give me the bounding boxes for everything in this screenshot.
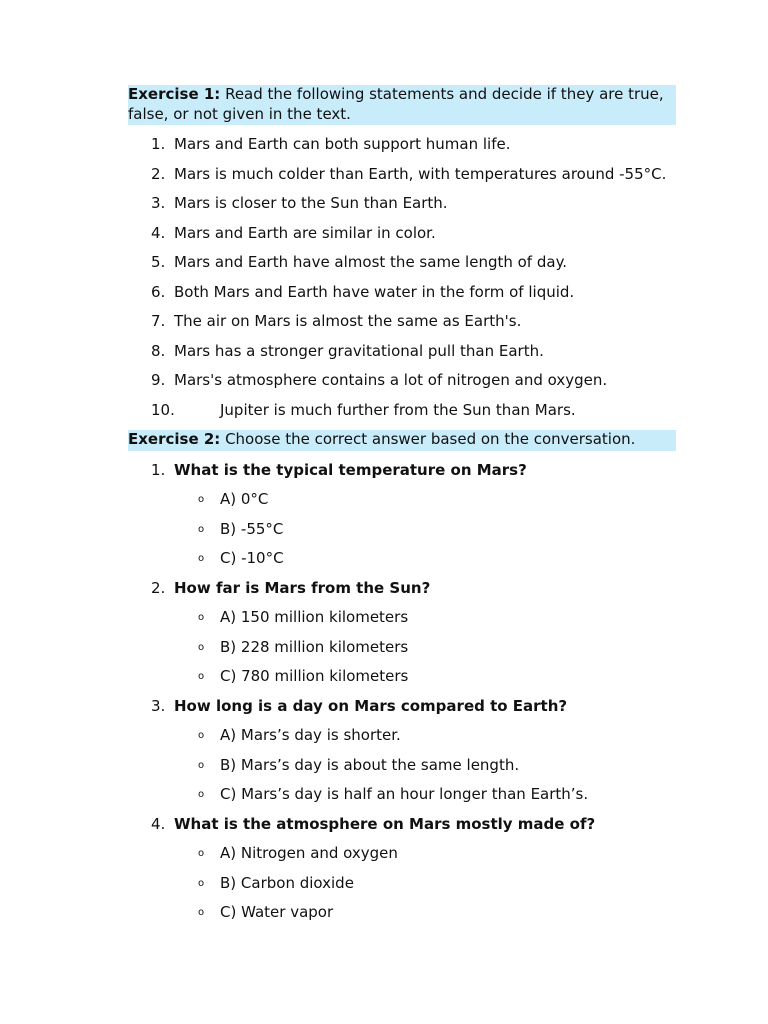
statement-text: Mars has a stronger gravitational pull than Earth. xyxy=(174,341,544,360)
answer-options xyxy=(174,844,676,923)
answer-option xyxy=(174,549,676,569)
question-item xyxy=(128,461,676,569)
statement-text: Both Mars and Earth have water in the form of liquid. xyxy=(174,282,575,301)
option-text: A) Nitrogen and oxygen xyxy=(220,844,398,862)
option-text: A) 0°C xyxy=(220,490,269,508)
statement-item xyxy=(128,135,676,155)
circle-bullet-icon: o xyxy=(198,612,205,623)
statement-number: 9. xyxy=(151,371,166,389)
statement-text: The air on Mars is almost the same as Earth's. xyxy=(174,312,522,330)
question-item xyxy=(128,815,676,923)
option-text: C) Water vapor xyxy=(220,903,334,921)
circle-bullet-icon: o xyxy=(198,907,205,918)
exercise-2-heading xyxy=(128,430,676,451)
circle-bullet-icon: o xyxy=(198,759,205,771)
statement-item xyxy=(128,224,676,244)
question-number: 1. xyxy=(151,460,166,479)
question-number: 4. xyxy=(151,814,166,833)
statement-item xyxy=(128,194,676,214)
statement-text: Mars is much colder than Earth, with temperatures around -55°C. xyxy=(174,164,667,183)
answer-option xyxy=(174,844,676,864)
circle-bullet-icon: o xyxy=(198,641,205,653)
statement-text: Mars and Earth have almost the same length of day. xyxy=(174,253,568,271)
circle-bullet-icon: o xyxy=(198,848,205,859)
circle-bullet-icon: o xyxy=(198,877,205,889)
exercise-1-statements xyxy=(128,135,676,420)
answer-option xyxy=(174,726,676,746)
answer-option xyxy=(174,756,676,776)
answer-option xyxy=(174,608,676,628)
statement-number: 3. xyxy=(151,194,166,212)
circle-bullet-icon: o xyxy=(198,789,205,800)
statement-number: 5. xyxy=(151,253,166,271)
option-text: C) 780 million kilometers xyxy=(220,667,409,685)
circle-bullet-icon: o xyxy=(198,730,205,741)
statement-number: 2. xyxy=(151,164,166,183)
question-text: How long is a day on Mars compared to Earth? xyxy=(174,696,568,715)
statement-text: Mars's atmosphere contains a lot of nitrogen and oxygen. xyxy=(174,371,608,389)
exercise-1-heading xyxy=(128,85,676,125)
option-text: B) Carbon dioxide xyxy=(220,873,354,892)
answer-option xyxy=(174,490,676,510)
option-text: B) -55°C xyxy=(220,519,284,538)
statement-number: 1. xyxy=(151,135,166,153)
worksheet xyxy=(128,85,676,933)
option-text: A) 150 million kilometers xyxy=(220,608,409,626)
statement-text: Mars is closer to the Sun than Earth. xyxy=(174,194,448,212)
circle-bullet-icon: o xyxy=(198,553,205,564)
answer-option xyxy=(174,667,676,687)
question-number: 3. xyxy=(151,696,166,715)
option-text: A) Mars’s day is shorter. xyxy=(220,726,401,744)
option-text: C) Mars’s day is half an hour longer than Earth’s. xyxy=(220,785,589,803)
option-text: B) Mars’s day is about the same length. xyxy=(220,755,520,774)
question-number: 2. xyxy=(151,578,166,597)
question-text: What is the typical temperature on Mars? xyxy=(174,460,527,479)
answer-option xyxy=(174,638,676,658)
exercise-2-label: Exercise 2: xyxy=(128,430,221,448)
statement-number: 10. xyxy=(151,400,175,419)
answer-option xyxy=(174,520,676,540)
statement-item xyxy=(128,312,676,332)
circle-bullet-icon: o xyxy=(198,494,205,505)
statement-item xyxy=(128,253,676,273)
option-text: C) -10°C xyxy=(220,549,284,567)
option-text: B) 228 million kilometers xyxy=(220,637,409,656)
statement-item xyxy=(128,342,676,362)
circle-bullet-icon: o xyxy=(198,671,205,682)
answer-option xyxy=(174,874,676,894)
answer-options xyxy=(174,608,676,687)
answer-option xyxy=(174,903,676,923)
statement-item xyxy=(128,401,676,421)
exercise-2-questions xyxy=(128,461,676,923)
statement-text: Jupiter is much further from the Sun than Mars. xyxy=(220,400,576,419)
statement-number: 8. xyxy=(151,341,166,360)
circle-bullet-icon: o xyxy=(198,523,205,535)
exercise-1-instruction: Read the following statements and decide if they are true, false, or not given in the text. xyxy=(128,85,664,123)
statement-number: 7. xyxy=(151,312,166,330)
answer-options xyxy=(174,490,676,569)
question-item xyxy=(128,579,676,687)
question-item xyxy=(128,697,676,805)
statement-text: Mars and Earth are similar in color. xyxy=(174,223,436,242)
exercise-2-instruction: Choose the correct answer based on the conversation. xyxy=(220,430,636,448)
question-text: How far is Mars from the Sun? xyxy=(174,578,431,597)
statement-number: 4. xyxy=(151,223,166,242)
statement-item xyxy=(128,283,676,303)
answer-options xyxy=(174,726,676,805)
question-text: What is the atmosphere on Mars mostly made of? xyxy=(174,814,596,833)
answer-option xyxy=(174,785,676,805)
statement-item xyxy=(128,371,676,391)
exercise-1-label: Exercise 1: xyxy=(128,85,221,103)
statement-item xyxy=(128,165,676,185)
statement-number: 6. xyxy=(151,282,166,301)
statement-text: Mars and Earth can both support human life. xyxy=(174,135,511,153)
